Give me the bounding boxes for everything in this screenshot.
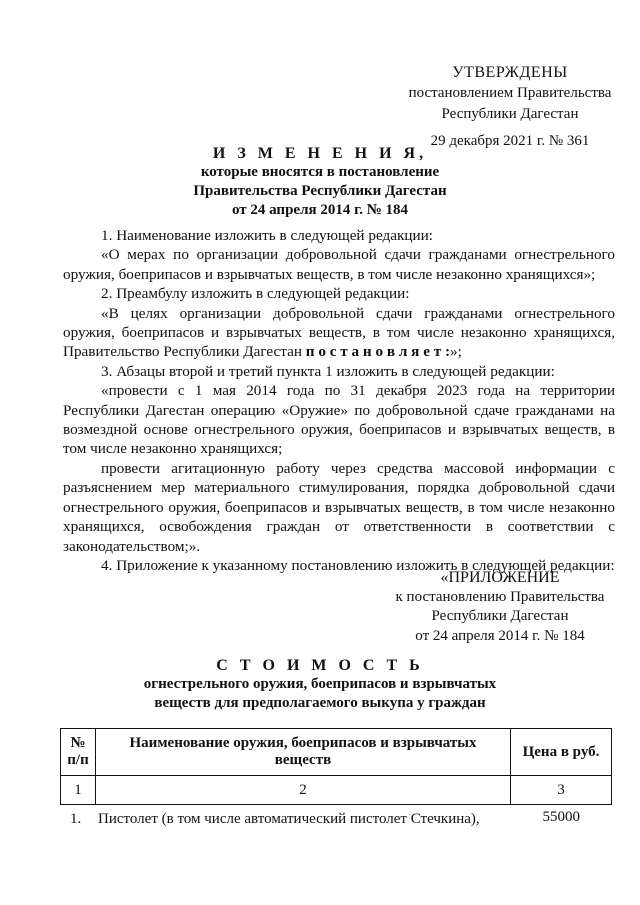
changes-line-2: Правительства Республики Дагестан — [193, 183, 447, 199]
paragraph-7: провести агитационную работу через средства массовой информации с разъяснением мер материального стимулирования, порядка добровольной сдачи огнестрельного оружия, боеприпасов и взрывчатых веществ, в том числе незаконно хранящихся, освобождения граждан от ответственности в соответствии с законодательством;». — [63, 459, 615, 555]
cost-line-2: веществ для предполагаемого выкупа у граждан — [154, 695, 486, 711]
header-price: Цена в руб. — [511, 729, 612, 776]
approval-stamp — [400, 62, 620, 152]
header-name: Наименование оружия, боеприпасов и взрывчатых веществ — [96, 729, 511, 776]
attachment-header — [380, 568, 620, 646]
paragraph-4 — [63, 304, 615, 362]
paragraph-5: 3. Абзацы второй и третий пункта 1 изложить в следующей редакции: — [101, 362, 555, 380]
paragraph-4-text: «В целях организации добровольной сдачи гражданами огнестрельного оружия, боеприпасов и взрывчатых веществ, в том числе незаконно хранящихся, Правительство Республики Дагестан — [63, 304, 615, 361]
item-name: Пистолет (в том числе автоматический пистолет Стечкина), — [98, 811, 480, 827]
approved-heading: УТВЕРЖДЕНЫ — [452, 64, 568, 81]
table-row — [61, 776, 612, 805]
paragraph-4-decree: п о с т а н о в л я е т : — [305, 343, 451, 361]
changes-title — [60, 144, 580, 220]
paragraph-8: 4. Приложение к указанному постановлению изложить в следующей редакции: — [101, 556, 615, 574]
header-number: № п/п — [61, 729, 96, 776]
paragraph-1: 1. Наименование изложить в следующей редакции: — [101, 227, 433, 244]
document-body — [63, 226, 615, 575]
changes-line-1: которые вносятся в постановление — [200, 164, 440, 180]
paragraph-6: «провести с 1 мая 2014 года по 31 декабря 2023 года на территории Республики Дагестан операцию «Оружие» по добровольной сдаче гражданами на возмездной основе огнестрельного оружия, боеприпасов и взрывчатых веществ, в том числе незаконно хранящихся; — [63, 382, 615, 458]
attachment-line-1: к постановлению Правительства — [395, 588, 605, 605]
attachment-heading: «ПРИЛОЖЕНИЕ — [440, 569, 560, 586]
approved-line-1: постановлением Правительства — [408, 85, 612, 101]
paragraph-2: «О мерах по организации добровольной сдачи гражданами огнестрельного оружия, боеприпасов и взрывчатых веществ, в том числе незаконно хранящихся»; — [63, 246, 615, 283]
approved-date: 29 декабря 2021 г. № 361 — [430, 133, 590, 149]
cost-heading: С Т О И М О С Т Ь — [216, 657, 424, 674]
cost-title — [60, 656, 580, 713]
paragraph-3: 2. Преамбулу изложить в следующей редакции: — [101, 285, 410, 303]
cost-line-1: огнестрельного оружия, боеприпасов и взрывчатых — [143, 676, 497, 692]
item-price: 55000 — [542, 809, 580, 825]
col-number-2: 2 — [96, 776, 511, 805]
attachment-line-3: от 24 апреля 2014 г. № 184 — [415, 627, 585, 644]
item-number: 1. — [70, 811, 82, 827]
col-number-1: 1 — [61, 776, 96, 805]
changes-line-3: от 24 апреля 2014 г. № 184 — [231, 202, 409, 218]
price-table — [60, 728, 612, 805]
paragraph-4-end: »; — [450, 343, 462, 361]
col-number-3: 3 — [511, 776, 612, 805]
table-header-row — [61, 729, 612, 776]
attachment-line-2: Республики Дагестан — [431, 608, 569, 624]
approved-line-2: Республики Дагестан — [441, 106, 579, 122]
changes-heading: И З М Е Н Е Н И Я, — [212, 145, 428, 162]
